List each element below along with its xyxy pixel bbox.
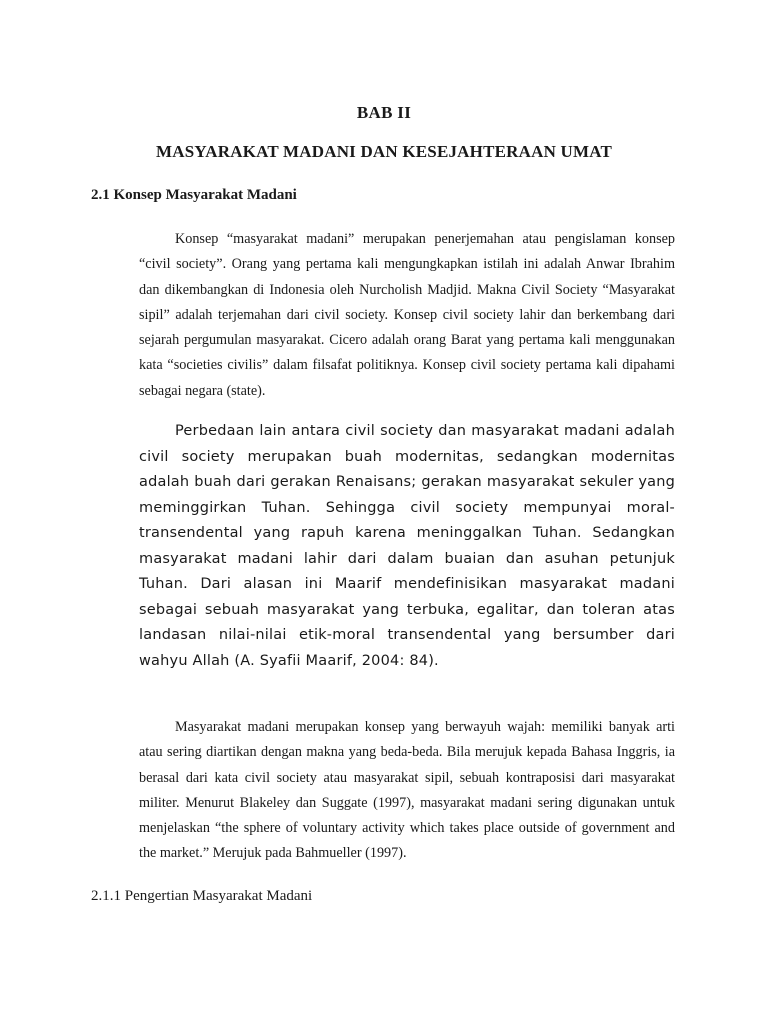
chapter-title: MASYARAKAT MADANI DAN KESEJAHTERAAN UMAT xyxy=(155,142,612,161)
paragraph-differences: Perbedaan lain antara civil society dan masyarakat madani adalah civil society merupakan buah modernitas, sedangkan modernitas adalah buah dari gerakan Renaisans; gerakan masyarakat sekuler yang meminggirkan Tuhan. Sehingga civil society mempunyai moral-transendental yang rapuh karena meninggalkan Tuhan. Sedangkan masyarakat madani lahir dari dalam buaian dan asuhan petunjuk Tuhan. Dari alasan ini Maarif mendefinisikan masyarakat madani sebagai sebuah masyarakat yang terbuka, egalitar, dan toleran atas landasan nilai-nilai etik-moral transendental yang bersumber dari wahyu Allah (A. Syafii Maarif, 2004: 84). xyxy=(139,423,675,669)
section-heading-2-1: 2.1 Konsep Masyarakat Madani xyxy=(91,187,297,203)
paragraph-many-faces: Masyarakat madani merupakan konsep yang berwayuh wajah: memiliki banyak arti atau sering diartikan dengan makna yang beda-beda. Bila merujuk kepada Bahasa Inggris, ia berasal dari kata civil society atau masyarakat sipil, sebuah kontraposisi dari masyarakat militer. Menurut Blakeley dan Suggate (1997), masyarakat madani sering digunakan untuk menjelaskan “the sphere of voluntary activity which takes place outside of government and the market.” Merujuk pada Bahmueller (1997). xyxy=(139,719,675,862)
chapter-number: BAB II xyxy=(356,103,412,122)
paragraph-civil-society-concept: Konsep “masyarakat madani” merupakan penerjemahan atau pengislaman konsep “civil society”. Orang yang pertama kali mengungkapkan istilah ini adalah Anwar Ibrahim dan dikembangkan di Indonesia oleh Nurcholish Madjid. Makna Civil Society “Masyarakat sipil” adalah terjemahan dari civil society. Konsep civil society lahir dan berkembang dari sejarah pergumulan masyarakat. Cicero adalah orang Barat yang pertama kali menggunakan kata “societies civilis” dalam filsafat politiknya. Konsep civil society pertama kali dipahami sebagai negara (state). xyxy=(139,231,675,399)
section-heading-2-1-1: 2.1.1 Pengertian Masyarakat Madani xyxy=(91,888,313,904)
